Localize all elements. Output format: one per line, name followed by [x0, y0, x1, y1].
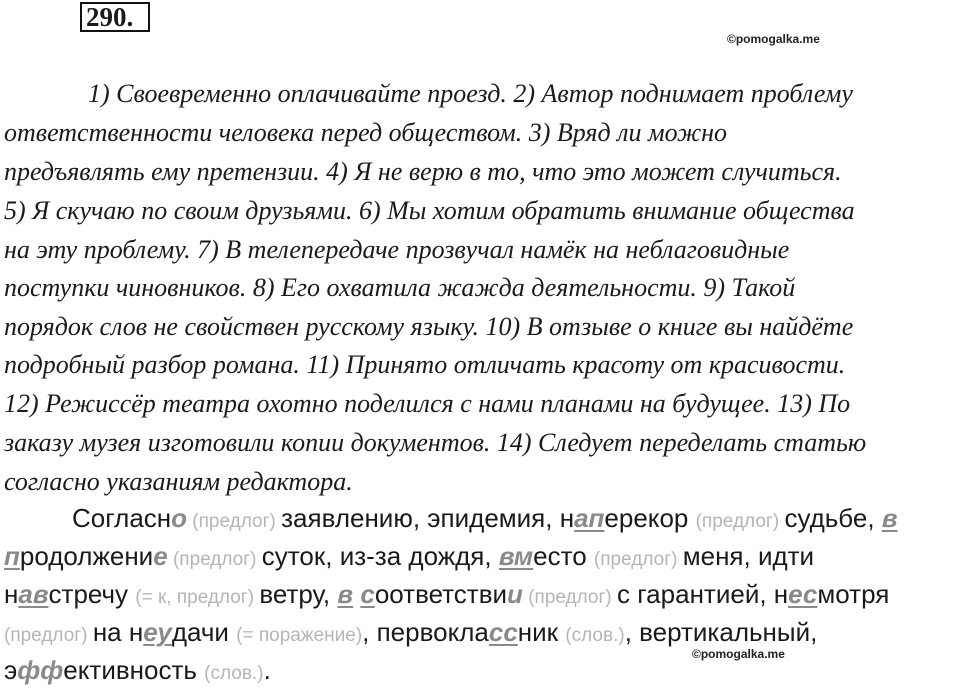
highlight-letter: вм: [498, 541, 534, 571]
text-line: ответственности человека перед обществом. 3) Вряд ли можно: [4, 118, 728, 147]
word-part: дачи: [171, 617, 237, 647]
highlight-letter: ап: [574, 503, 605, 533]
word-part: н: [4, 579, 19, 609]
watermark: ©pomogalka.me: [692, 647, 785, 661]
text-line: 12) Режиссёр театра охотно поделился с нами планами на будущее. 13) По: [4, 389, 851, 418]
word-part: ник: [517, 617, 566, 647]
highlight-letter: с: [360, 579, 375, 609]
grammar-note: (предлог): [4, 625, 93, 646]
highlight-letter: ес: [788, 579, 818, 609]
text-line: 5) Я скучаю по своим друзьями. 6) Мы хотим обратить внимание общества: [4, 196, 855, 225]
word-part: судьбе,: [784, 503, 882, 533]
text-line: заказу музея изготовили копии документов. 14) Следует переделать статью: [4, 428, 867, 457]
highlight-letter: в: [881, 503, 898, 533]
grammar-note: (слов.): [565, 625, 625, 646]
highlight-letter: и: [507, 579, 523, 609]
grammar-note: (предлог): [695, 511, 785, 532]
word-part: , вертикальный,: [624, 617, 818, 647]
word-part: меня, идти: [682, 541, 815, 571]
text-line: подробный разбор романа. 11) Принято отличать красоту от красивости.: [4, 350, 846, 379]
word-part: ветру,: [259, 579, 338, 609]
highlight-letter: фф: [17, 655, 64, 685]
word-part: стречу: [48, 579, 136, 609]
word-part: на н: [92, 617, 144, 647]
word-part: ективность: [63, 655, 205, 685]
word-part: мотря: [817, 579, 890, 609]
grammar-note: (предлог): [593, 549, 683, 570]
word-part: есто: [533, 541, 594, 571]
grammar-note: (= к, предлог): [135, 587, 260, 608]
answer-line: [4, 540, 814, 576]
text-line: согласно указаниям редактора.: [4, 467, 353, 496]
word-part: суток, из-за дождя,: [261, 541, 499, 571]
grammar-note: (предлог): [167, 549, 262, 570]
text-line: предъявлять ему претензии. 4) Я не верю в то, что это может случиться.: [4, 157, 842, 186]
text-line: 1) Своевременно оплачивайте проезд. 2) Автор поднимает проблему: [88, 79, 853, 108]
answer-line: [4, 654, 271, 690]
word-part: с гарантией, н: [617, 579, 789, 609]
word-part: родолжени: [19, 541, 154, 571]
watermark: ©pomogalka.me: [727, 32, 820, 46]
answer-line: [4, 578, 889, 614]
grammar-note: (слов.): [204, 663, 264, 684]
answer-line: [72, 502, 898, 538]
word-part: .: [263, 655, 271, 685]
text-line: порядок слов не свойствен русскому языку. 10) В отзыве о книге вы найдёте: [4, 312, 854, 341]
grammar-note: (= поражение): [236, 625, 363, 646]
word-part: заявлению, эпидемия, н: [281, 503, 575, 533]
word-part: э: [4, 655, 18, 685]
highlight-letter: сс: [488, 617, 518, 647]
word-part: , первокла: [362, 617, 489, 647]
highlight-letter: еу: [143, 617, 172, 647]
exercise-number: 290.: [80, 2, 150, 32]
highlight-letter: в: [337, 579, 354, 609]
text-line: поступки чиновников. 8) Его охватила жажда деятельности. 9) Такой: [4, 273, 796, 302]
text-line: на эту проблему. 7) В телепередаче прозвучал намёк на неблаговидные: [4, 235, 790, 264]
highlight-letter: е: [153, 541, 168, 571]
grammar-note: (предлог): [522, 587, 618, 608]
word-part: ерекор: [604, 503, 696, 533]
highlight-letter: п: [4, 541, 20, 571]
highlight-letter: ав: [18, 579, 49, 609]
word-part: Согласн: [72, 503, 172, 533]
word-part: оответстви: [374, 579, 508, 609]
grammar-note: (предлог): [187, 511, 282, 532]
highlight-letter: о: [171, 503, 188, 533]
